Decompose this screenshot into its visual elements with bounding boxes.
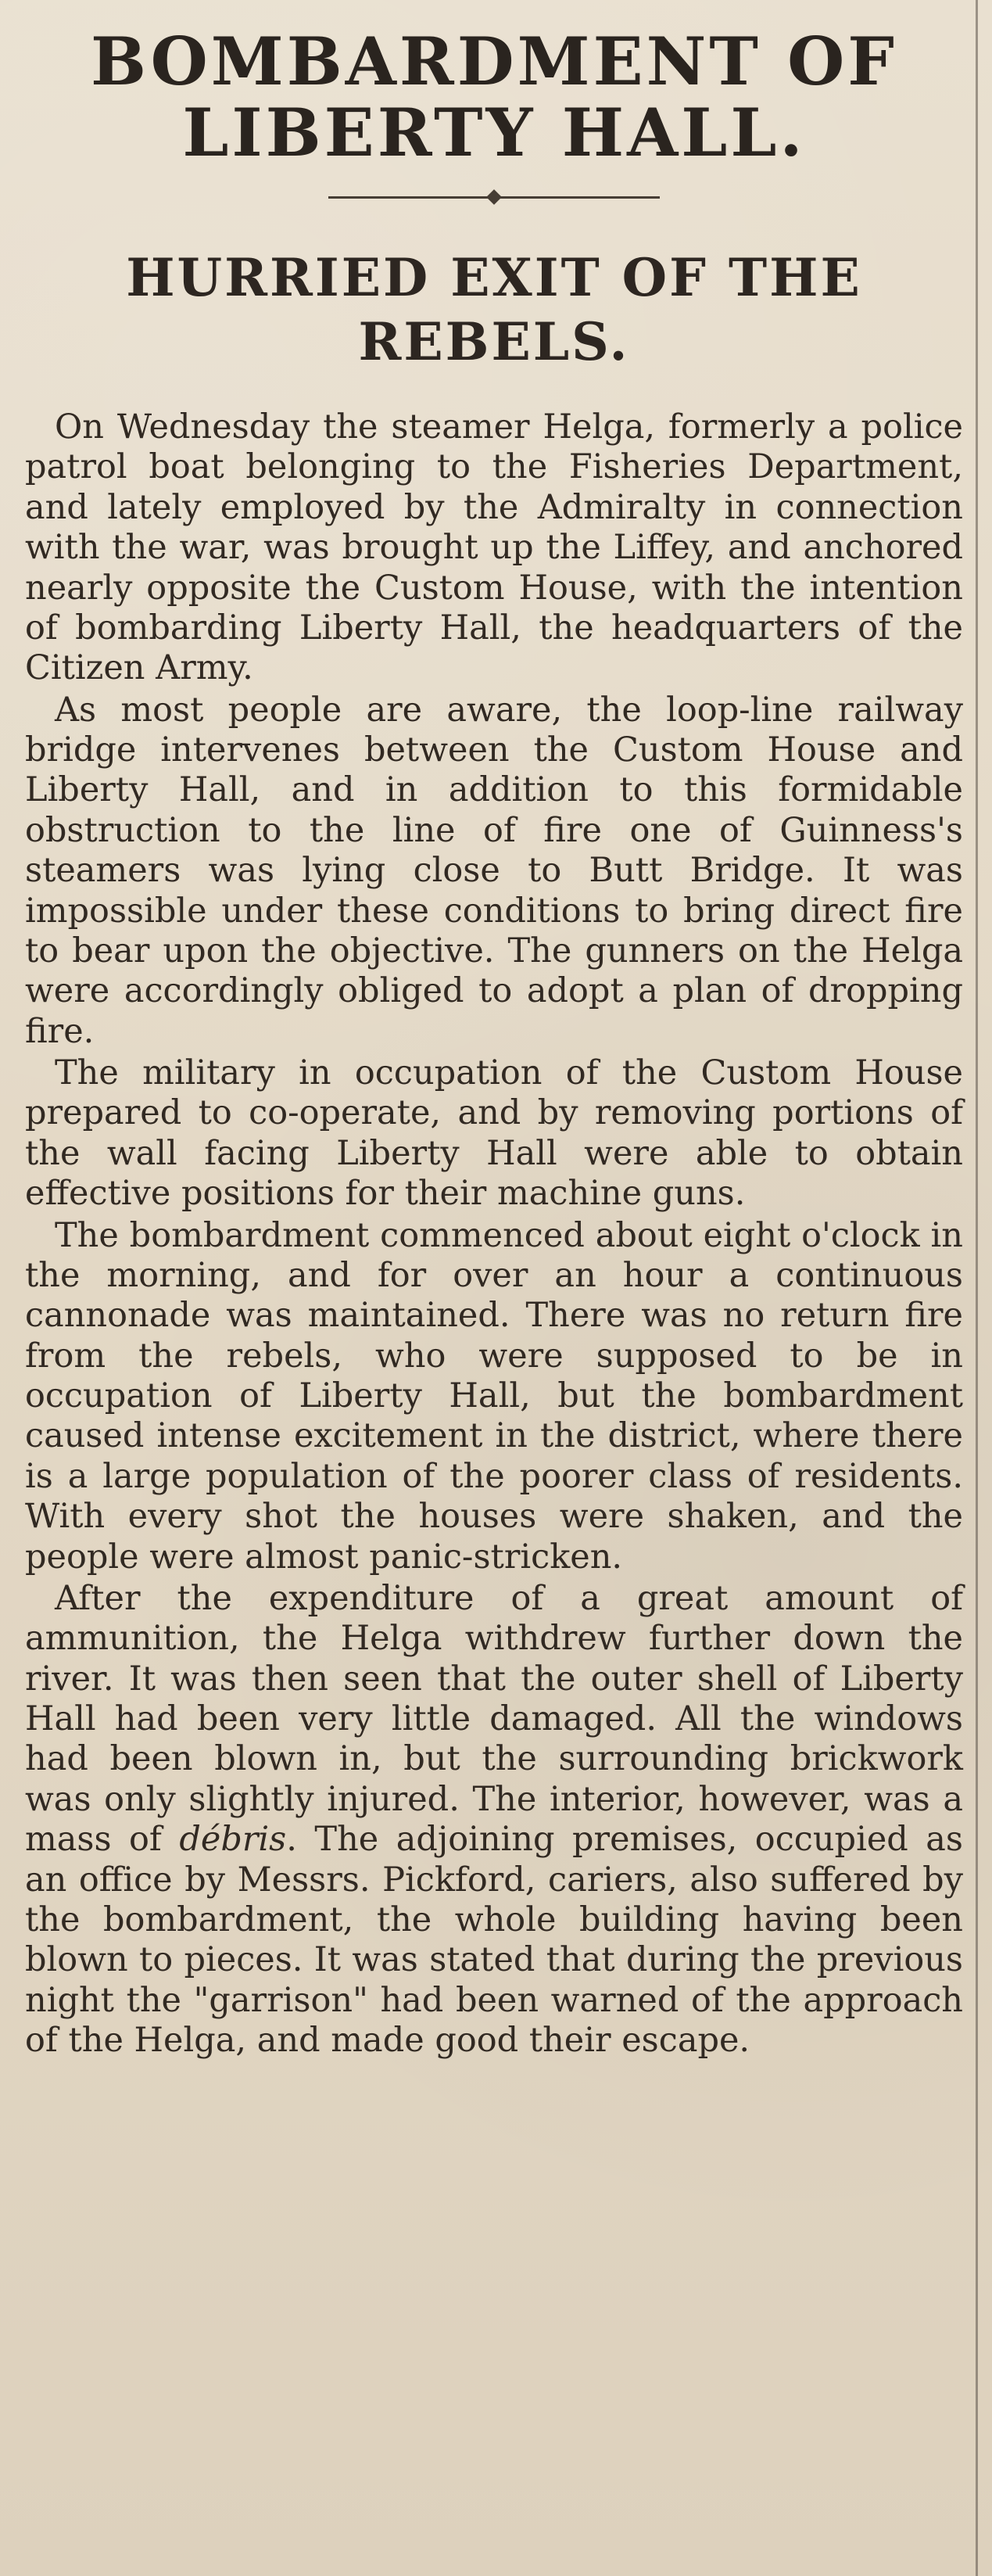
paragraph-4: The bombardment commenced about eight o'clock in the morning, and for over an hour a continuous cannonade was maintained. There was no return fire from the rebels, who were supposed to be in occupation of Liberty Hall, but the bombardment caused intense excitement in the district, where there is a large population of the poorer class of residents. With every shot the houses were shaken, and the people were almost panic-stricken.: [25, 1215, 963, 1577]
paragraph-5-tail: . The adjoining premises, occupied as an office by Messrs. Pickford, cariers, also suffered by the bombardment, the whole building having been blown to pieces. It was stated that during the previous night the "garrison" had been warned of the approach of the Helga, and made good their escape.: [25, 1820, 963, 2061]
headline: BOMBARDMENT OF LIBERTY HALL.: [91, 23, 897, 171]
article-body: [25, 407, 963, 2061]
paragraph-2: As most people are aware, the loop-line railway bridge intervenes between the Custom House and Liberty Hall, and in addition to this formidable obstruction to the line of fire one of Guinness's steamers was lying close to Butt Bridge. It was impossible under these conditions to bring direct fire to bear upon the objective. The gunners on the Helga were accordingly obliged to adopt a plan of dropping fire.: [25, 690, 963, 1051]
paragraph-5-lead: After the expenditure of a great amount of ammunition, the Helga withdrew further down the river. It was then seen that the outer shell of Liberty Hall had been very little damaged. All the windows had been blown in, but the surrounding brickwork was only slightly injured. The interior, however, was a mass of: [25, 1578, 963, 1860]
paragraph-3: The military in occupation of the Custom House prepared to co-operate, and by removing portions of the wall facing Liberty Hall were able to obtain effective positions for their machine guns.: [25, 1053, 963, 1214]
subheadline: HURRIED EXIT OF THE REBELS.: [126, 247, 862, 373]
paragraph-1: On Wednesday the steamer Helga, formerly a police patrol boat belonging to the Fisheries Department, and lately employed by the Admiralty in connection with the war, was brought up the Liffey, and anchored nearly opposite the Custom House, with the intention of bombarding Liberty Hall, the headquarters of the Citizen Army.: [25, 407, 963, 688]
article-column: [25, 0, 963, 2576]
headline-divider: [328, 192, 660, 203]
paragraph-5: [25, 1579, 963, 2061]
paragraph-5-italic-word: débris: [179, 1820, 287, 1860]
column-rule: [976, 0, 978, 2576]
divider-ornament: [486, 190, 502, 206]
